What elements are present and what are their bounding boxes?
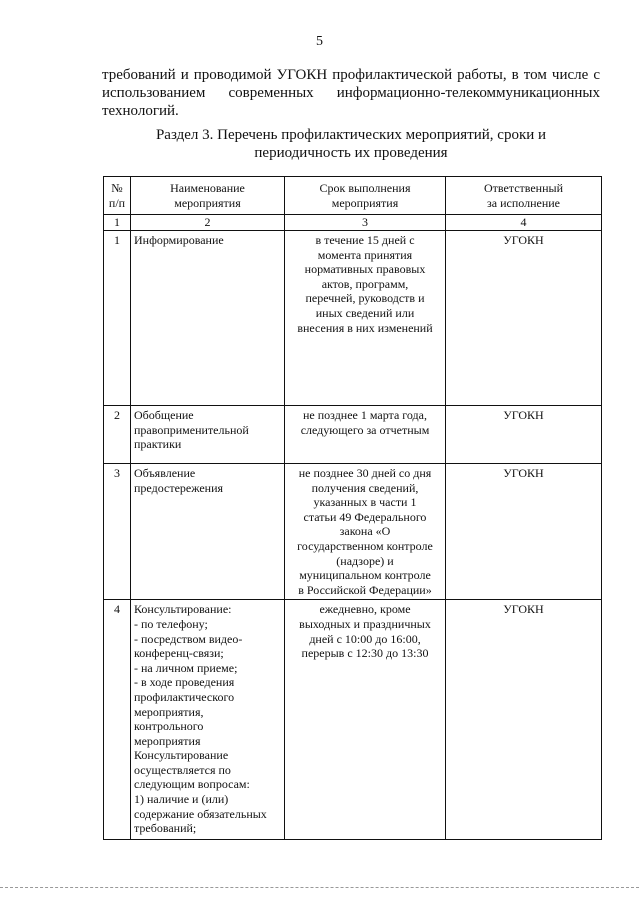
measure-deadline-line: в течение 15 дней с: [315, 233, 415, 247]
page-number: 5: [316, 34, 323, 49]
table-row: [104, 600, 602, 840]
section-title-line: периодичность их проведения: [254, 145, 448, 161]
measure-deadline-line: статьи 49 Федерального: [303, 509, 427, 524]
column-numbers-row: [104, 215, 602, 231]
measure-name-line: мероприятия,: [134, 704, 204, 719]
row-number: 1: [104, 231, 131, 406]
measure-deadline-line: не позднее 30 дней со дня: [298, 466, 432, 480]
measure-deadline-line: государственном контроле: [297, 538, 433, 553]
section-title-line: Раздел 3. Перечень профилактических мероприятий, сроки и: [155, 127, 547, 143]
column-number: 1: [104, 215, 131, 231]
measure-deadline-line: выходных и праздничных: [299, 616, 431, 631]
measure-deadline-line: перерыв с 12:30 до 13:30: [301, 646, 429, 661]
measure-name-line: требований;: [134, 821, 197, 836]
row-number: 2: [104, 406, 131, 464]
measure-name-line: осуществляется по: [134, 762, 231, 777]
table-header-row: [104, 177, 602, 215]
measure-deadline-line: в Российской Федерации»: [298, 582, 432, 597]
column-number: 3: [285, 215, 446, 231]
measure-deadline: [285, 231, 446, 406]
measure-name-line: - в ходе проведения: [134, 675, 235, 690]
measure-name: [131, 231, 285, 406]
measure-deadline-line: нормативных правовых: [304, 262, 426, 277]
measure-name-line: конференц-связи;: [134, 646, 224, 661]
measure-deadline-line: указанных в части 1: [313, 495, 417, 510]
measure-deadline-line: (надзоре) и: [336, 553, 394, 568]
measure-name-line: профилактического: [134, 689, 235, 704]
measure-name-line: Информирование: [134, 233, 224, 247]
intro-paragraph: [102, 66, 600, 120]
measure-name-line: мероприятия: [134, 733, 201, 748]
header-responsible: Ответственный за исполнение: [446, 177, 602, 215]
measure-name: [131, 406, 285, 464]
intro-line: требований и проводимой УГОКН профилактической работы, в том числе с: [102, 67, 600, 83]
measure-deadline-line: момента принятия: [317, 247, 413, 262]
measure-deadline: [285, 406, 446, 464]
measure-name: [131, 600, 285, 840]
table-row: [104, 231, 602, 406]
measure-responsible: УГОКН: [446, 464, 602, 600]
measure-responsible: УГОКН: [446, 231, 602, 406]
measure-name-line: - по телефону;: [134, 616, 208, 631]
measure-name-line: Консультирование: [134, 748, 229, 763]
intro-line: использованием современных информационно-телекоммуникационных: [102, 85, 600, 101]
measure-name-line: Обобщение: [134, 408, 194, 422]
header-number: № п/п: [104, 177, 131, 215]
measure-deadline-line: получения сведений,: [311, 480, 419, 495]
scan-edge-divider: [0, 887, 639, 888]
measure-deadline-line: актов, программ,: [321, 276, 409, 291]
header-deadline: Срок выполнения мероприятия: [285, 177, 446, 215]
measure-deadline: [285, 600, 446, 840]
measure-responsible: УГОКН: [446, 600, 602, 840]
measure-name-line: следующим вопросам:: [134, 777, 250, 792]
measure-deadline-line: ежедневно, кроме: [319, 602, 411, 617]
measure-name-line: 1) наличие и (или): [134, 792, 229, 807]
measure-name-line: Консультирование:: [134, 602, 232, 617]
measure-name-line: практики: [134, 437, 182, 452]
section-title: [102, 126, 600, 162]
measure-deadline-line: иных сведений или: [315, 305, 415, 320]
measure-name-line: Объявление: [134, 466, 196, 480]
measure-deadline-line: закона «О: [339, 524, 391, 539]
measure-deadline-line: муниципальном контроле: [299, 568, 431, 583]
measure-name-line: контрольного: [134, 719, 204, 734]
measure-name-line: предостережения: [134, 480, 224, 495]
measure-deadline-line: внесения в них изменений: [297, 320, 433, 335]
row-number: 3: [104, 464, 131, 600]
intro-line: технологий.: [102, 103, 179, 119]
measure-name-line: содержание обязательных: [134, 806, 267, 821]
column-number: 2: [131, 215, 285, 231]
measure-name-line: правоприменительной: [134, 422, 249, 437]
measure-deadline: [285, 464, 446, 600]
measure-name: [131, 464, 285, 600]
measures-table: [103, 176, 602, 840]
measure-responsible: УГОКН: [446, 406, 602, 464]
measure-deadline-line: не позднее 1 марта года,: [303, 408, 427, 422]
table-row: [104, 406, 602, 464]
measure-deadline-line: следующего за отчетным: [300, 422, 430, 437]
measure-deadline-line: дней с 10:00 до 16:00,: [309, 631, 421, 646]
row-number: 4: [104, 600, 131, 840]
table-row: [104, 464, 602, 600]
header-name: Наименование мероприятия: [131, 177, 285, 215]
measure-deadline-line: перечней, руководств и: [305, 291, 425, 306]
column-number: 4: [446, 215, 602, 231]
measure-name-line: - на личном приеме;: [134, 660, 238, 675]
measure-name-line: - посредством видео-: [134, 631, 243, 646]
